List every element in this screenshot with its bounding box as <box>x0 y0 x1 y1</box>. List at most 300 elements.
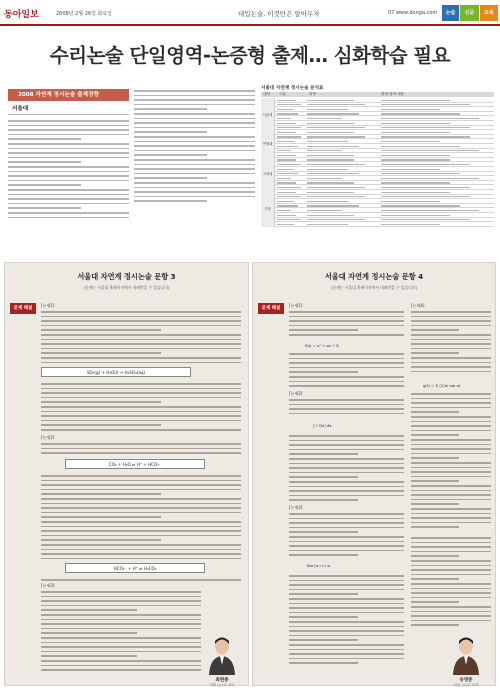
formula: lim (n→∞) aₙ <box>307 563 332 568</box>
text-line <box>41 415 241 417</box>
table-cell <box>381 187 470 188</box>
text-line <box>41 579 241 581</box>
text-line <box>289 453 358 455</box>
table-cell <box>277 196 301 197</box>
question-label: [논제4] <box>411 303 425 308</box>
text-line <box>411 416 491 418</box>
text-line <box>411 537 491 539</box>
text-line <box>41 406 241 408</box>
table-cell <box>381 159 450 160</box>
text-line <box>134 173 255 175</box>
text-line <box>289 385 404 387</box>
text-line <box>134 164 255 166</box>
table-cell <box>307 159 354 160</box>
text-line <box>41 316 241 318</box>
table-cell <box>381 155 450 156</box>
table-cell <box>381 136 470 137</box>
page-number: 07 www.donga.com <box>388 10 438 16</box>
text-line <box>41 665 201 667</box>
text-line <box>289 481 404 483</box>
text-line <box>41 591 201 593</box>
panel-subtitle: (문제는 서울대 홈페이지에서 내려받을 수 있습니다) <box>330 285 418 290</box>
text-line <box>289 334 404 336</box>
table-cell <box>277 192 296 193</box>
text-line <box>289 495 404 497</box>
text-line <box>8 203 129 205</box>
author-name: 송영준 <box>459 678 473 683</box>
table-cell <box>277 141 294 142</box>
text-line <box>411 352 459 354</box>
text-line <box>8 120 129 122</box>
table-group: 서울대 <box>261 98 275 130</box>
text-line <box>41 339 241 341</box>
text-line <box>411 485 491 487</box>
text-line <box>134 200 207 202</box>
newspaper-logo: 동아일보 <box>4 10 39 20</box>
table-cell <box>307 118 342 119</box>
table-cell <box>277 159 296 160</box>
text-line <box>134 159 255 161</box>
text-line <box>41 507 241 509</box>
text-line <box>289 472 404 474</box>
text-line <box>41 325 241 327</box>
text-line <box>8 189 129 191</box>
column-header: 과목 <box>309 92 316 96</box>
text-line <box>41 452 241 454</box>
section-title: 대입논술, 이것만은 알아두자 <box>238 10 320 18</box>
text-line <box>134 99 255 101</box>
text-line <box>134 90 255 92</box>
text-line <box>411 606 491 608</box>
question-label: [논제2] <box>41 435 55 440</box>
table-header <box>261 92 494 97</box>
table-cell <box>381 201 440 202</box>
text-line <box>41 357 241 359</box>
table-cell <box>381 205 460 206</box>
text-line <box>41 489 241 491</box>
text-line <box>41 348 241 350</box>
text-line <box>289 589 404 591</box>
table-cell <box>307 164 365 165</box>
text-line <box>41 660 201 662</box>
table-cell <box>381 141 440 142</box>
table-cell <box>307 205 359 206</box>
text-line <box>8 184 81 186</box>
question-label: [논제3] <box>289 505 303 510</box>
text-line <box>289 476 358 478</box>
text-line <box>41 600 201 602</box>
table-cell <box>307 141 348 142</box>
text-line <box>8 171 129 173</box>
text-line <box>289 376 404 378</box>
text-line <box>289 607 404 609</box>
text-line <box>41 498 241 500</box>
table-cell <box>307 187 365 188</box>
text-line <box>41 383 241 385</box>
table-cell <box>277 146 298 147</box>
text-line <box>41 311 241 313</box>
text-line <box>41 526 241 528</box>
text-line <box>411 453 491 455</box>
text-line <box>289 531 358 533</box>
text-line <box>8 157 129 159</box>
column-header: 구분 <box>279 92 286 96</box>
text-line <box>411 411 459 413</box>
text-line <box>41 480 241 482</box>
badge: 교육 <box>480 5 498 21</box>
table-cell <box>381 109 440 110</box>
table-cell <box>381 118 479 119</box>
table-cell <box>277 205 298 206</box>
table-cell <box>381 132 450 133</box>
table-cell <box>307 219 365 220</box>
table-cell <box>277 201 294 202</box>
text-line <box>41 388 241 390</box>
table-row <box>275 222 494 227</box>
text-line <box>289 358 404 360</box>
text-line <box>134 136 255 138</box>
text-line <box>411 565 491 567</box>
text-line <box>289 575 404 577</box>
text-line <box>289 458 404 460</box>
table-cell <box>277 113 298 114</box>
table-cell <box>277 104 301 105</box>
table-cell <box>381 150 479 151</box>
table-group: 연세대 <box>261 130 275 158</box>
text-line <box>289 399 404 401</box>
text-line <box>289 381 404 383</box>
table-cell <box>381 127 470 128</box>
text-line <box>289 649 404 651</box>
text-line <box>289 603 404 605</box>
text-line <box>8 125 129 127</box>
text-line <box>411 448 491 450</box>
text-line <box>289 541 404 543</box>
table-cell <box>277 109 294 110</box>
text-line <box>411 343 491 345</box>
text-line <box>289 616 358 618</box>
text-line <box>289 545 404 547</box>
table-cell <box>381 104 470 105</box>
text-line <box>289 367 404 369</box>
text-line <box>8 161 81 163</box>
text-line <box>411 569 491 571</box>
table-cell <box>381 192 450 193</box>
text-line <box>411 526 459 528</box>
panel-header <box>253 263 495 295</box>
page-title: 수리논술 단일영역-논증형 출제… 심화학습 필요 <box>49 44 451 67</box>
text-line <box>411 325 491 327</box>
text-line <box>134 168 255 170</box>
question-label: [논제3] <box>41 583 55 588</box>
table-cell <box>277 132 296 133</box>
text-line <box>411 439 491 441</box>
text-line <box>8 129 129 131</box>
text-line <box>411 457 459 459</box>
text-line <box>134 127 255 129</box>
table-cell <box>307 173 359 174</box>
text-line <box>289 449 404 451</box>
text-line <box>134 108 207 110</box>
text-line <box>289 440 404 442</box>
table-cell <box>277 155 296 156</box>
table-cell <box>277 224 294 225</box>
table-cell <box>307 127 365 128</box>
text-line <box>289 621 404 623</box>
text-line <box>289 311 404 313</box>
text-line <box>411 402 491 404</box>
table-cell <box>381 182 450 183</box>
table-cell <box>307 182 354 183</box>
author-name: 최현종 <box>215 678 229 683</box>
text-line <box>411 508 491 510</box>
text-line <box>41 614 201 616</box>
text-line <box>411 348 491 350</box>
table-cell <box>277 173 298 174</box>
text-line <box>134 191 255 193</box>
text-line <box>41 343 241 345</box>
table-cell <box>307 100 354 101</box>
text-line <box>411 555 459 557</box>
text-line <box>411 620 491 622</box>
text-line <box>134 187 255 189</box>
text-line <box>289 413 404 415</box>
text-line <box>41 411 241 413</box>
text-line <box>8 152 129 154</box>
text-line <box>289 362 404 364</box>
text-line <box>41 362 241 364</box>
table-group: 기타 <box>261 190 275 227</box>
text-line <box>289 527 404 529</box>
text-line <box>411 366 491 368</box>
badge: 신문 <box>460 5 479 21</box>
text-line <box>411 624 459 626</box>
table-cell <box>307 192 354 193</box>
text-line <box>289 518 404 520</box>
text-line <box>41 632 137 634</box>
equation-box: HCO₃⁻ + H⁺ ⇌ H₂CO₃ <box>65 563 205 573</box>
panel-subtitle: (문제는 서울대 홈페이지에서 내려받을 수 있습니다) <box>83 285 170 290</box>
text-line <box>289 444 404 446</box>
table-cell <box>381 164 470 165</box>
table-cell <box>277 187 301 188</box>
text-line <box>289 635 404 637</box>
text-line <box>411 430 491 432</box>
text-line <box>41 334 241 336</box>
text-line <box>41 401 161 403</box>
text-line <box>411 601 459 603</box>
author-school: 서울 ○○고 교사 <box>453 683 479 687</box>
text-line <box>289 630 404 632</box>
formula: ∫₀¹ f(x) dx <box>313 423 332 428</box>
equation-box: SO₃(g) + H₂O(l) → H₂SO₄(aq) <box>41 367 191 377</box>
text-line <box>411 560 491 562</box>
problem-panel-4 <box>252 262 496 686</box>
analysis-table <box>261 85 494 263</box>
text-line <box>289 658 404 660</box>
text-line <box>411 421 491 423</box>
text-line <box>411 425 491 427</box>
table-cell <box>307 169 348 170</box>
text-line <box>289 371 358 373</box>
table-cell <box>307 224 348 225</box>
column-header: 출제 영역 내용 <box>381 92 405 96</box>
text-line <box>8 207 81 209</box>
text-line <box>411 494 491 496</box>
text-line <box>8 138 81 140</box>
question-label: [논제1] <box>289 303 303 308</box>
text-line <box>411 357 491 359</box>
issue-date: 2008년 2월 26일 화요일 <box>56 11 113 17</box>
text-line <box>411 334 491 336</box>
text-line <box>411 597 491 599</box>
table-cell <box>277 210 291 211</box>
text-line <box>41 535 241 537</box>
text-line <box>411 462 491 464</box>
text-line <box>411 398 491 400</box>
text-line <box>8 217 129 219</box>
text-line <box>411 517 491 519</box>
text-line <box>289 662 358 664</box>
problem-panel-3 <box>4 262 249 686</box>
question-label: [논제1] <box>41 303 55 308</box>
text-line <box>411 578 459 580</box>
text-line <box>8 175 129 177</box>
author-school: 서울 ○○고 교사 <box>209 683 235 687</box>
text-line <box>8 180 129 182</box>
text-line <box>289 639 358 641</box>
text-line <box>289 316 404 318</box>
text-line <box>134 141 255 143</box>
text-line <box>411 546 491 548</box>
table-title: 서울대 자연계 정시논술 분석표 <box>261 86 324 91</box>
text-line <box>134 150 255 152</box>
text-line <box>411 471 491 473</box>
text-line <box>411 320 491 322</box>
table-cell <box>307 178 342 179</box>
panel-title: 서울대 자연계 정시논술 문항 3 <box>77 272 176 281</box>
text-line <box>8 134 129 136</box>
author-photo <box>207 635 237 675</box>
text-line <box>289 404 404 406</box>
section-badges <box>442 5 498 21</box>
text-line <box>289 584 404 586</box>
text-line <box>289 353 404 355</box>
text-line <box>289 580 404 582</box>
text-line <box>411 467 491 469</box>
text-line <box>289 435 404 437</box>
text-line <box>411 371 491 373</box>
text-line <box>41 605 201 607</box>
table-cell <box>307 210 342 211</box>
table-cell <box>277 169 294 170</box>
text-line <box>134 154 207 156</box>
text-line <box>41 539 161 541</box>
text-line <box>289 644 404 646</box>
text-line <box>134 122 255 124</box>
text-line <box>41 651 201 653</box>
text-line <box>41 655 137 657</box>
text-line <box>41 512 241 514</box>
text-line <box>411 311 491 313</box>
text-line <box>411 522 491 524</box>
text-line <box>41 544 241 546</box>
text-line <box>41 475 241 477</box>
text-line <box>8 212 129 214</box>
table-cell <box>307 150 342 151</box>
text-line <box>289 513 404 515</box>
table-cell <box>277 100 296 101</box>
text-line <box>41 397 241 399</box>
table-cell <box>277 178 291 179</box>
table-cell <box>277 219 301 220</box>
text-line <box>411 588 491 590</box>
text-line <box>41 553 241 555</box>
commentary-tag: 문제 해설 <box>10 303 36 314</box>
text-line <box>411 480 459 482</box>
table-cell <box>307 215 354 216</box>
text-line <box>411 444 491 446</box>
badge: 논술 <box>442 5 459 21</box>
text-line <box>8 194 129 196</box>
table-cell <box>307 155 354 156</box>
text-line <box>411 339 491 341</box>
text-line <box>289 329 358 331</box>
table-cell <box>381 215 450 216</box>
table-group: 고려대 <box>261 158 275 190</box>
text-line <box>41 642 201 644</box>
text-line <box>41 320 241 322</box>
text-line <box>134 196 255 198</box>
text-line <box>411 476 491 478</box>
table-cell <box>277 150 291 151</box>
text-line <box>411 490 491 492</box>
text-line <box>8 198 129 200</box>
panel-title: 서울대 자연계 정시논술 문항 4 <box>324 272 424 281</box>
text-line <box>41 352 161 354</box>
table-cell <box>277 123 296 124</box>
text-line <box>41 493 161 495</box>
table-cell <box>277 182 296 183</box>
text-line <box>8 148 129 150</box>
panel-header <box>5 263 248 295</box>
table-cell <box>277 164 301 165</box>
formula: g(t) = Σ (1/n) sin nt <box>423 383 461 388</box>
text-line <box>411 329 459 331</box>
table-cell <box>381 113 460 114</box>
text-line <box>41 420 241 422</box>
text-line <box>134 145 255 147</box>
text-line <box>8 143 129 145</box>
page-header <box>0 0 500 26</box>
table-cell <box>277 118 291 119</box>
text-line <box>41 329 161 331</box>
text-line <box>289 522 404 524</box>
text-line <box>289 490 404 492</box>
text-line <box>134 177 207 179</box>
text-line <box>411 583 491 585</box>
table-cell <box>307 136 365 137</box>
text-line <box>134 95 255 97</box>
table-cell <box>381 173 460 174</box>
text-line <box>41 596 201 598</box>
text-line <box>289 550 404 552</box>
table-cell <box>381 196 470 197</box>
text-line <box>289 536 404 538</box>
text-line <box>289 598 404 600</box>
text-line <box>41 628 201 630</box>
table-cell <box>307 146 359 147</box>
